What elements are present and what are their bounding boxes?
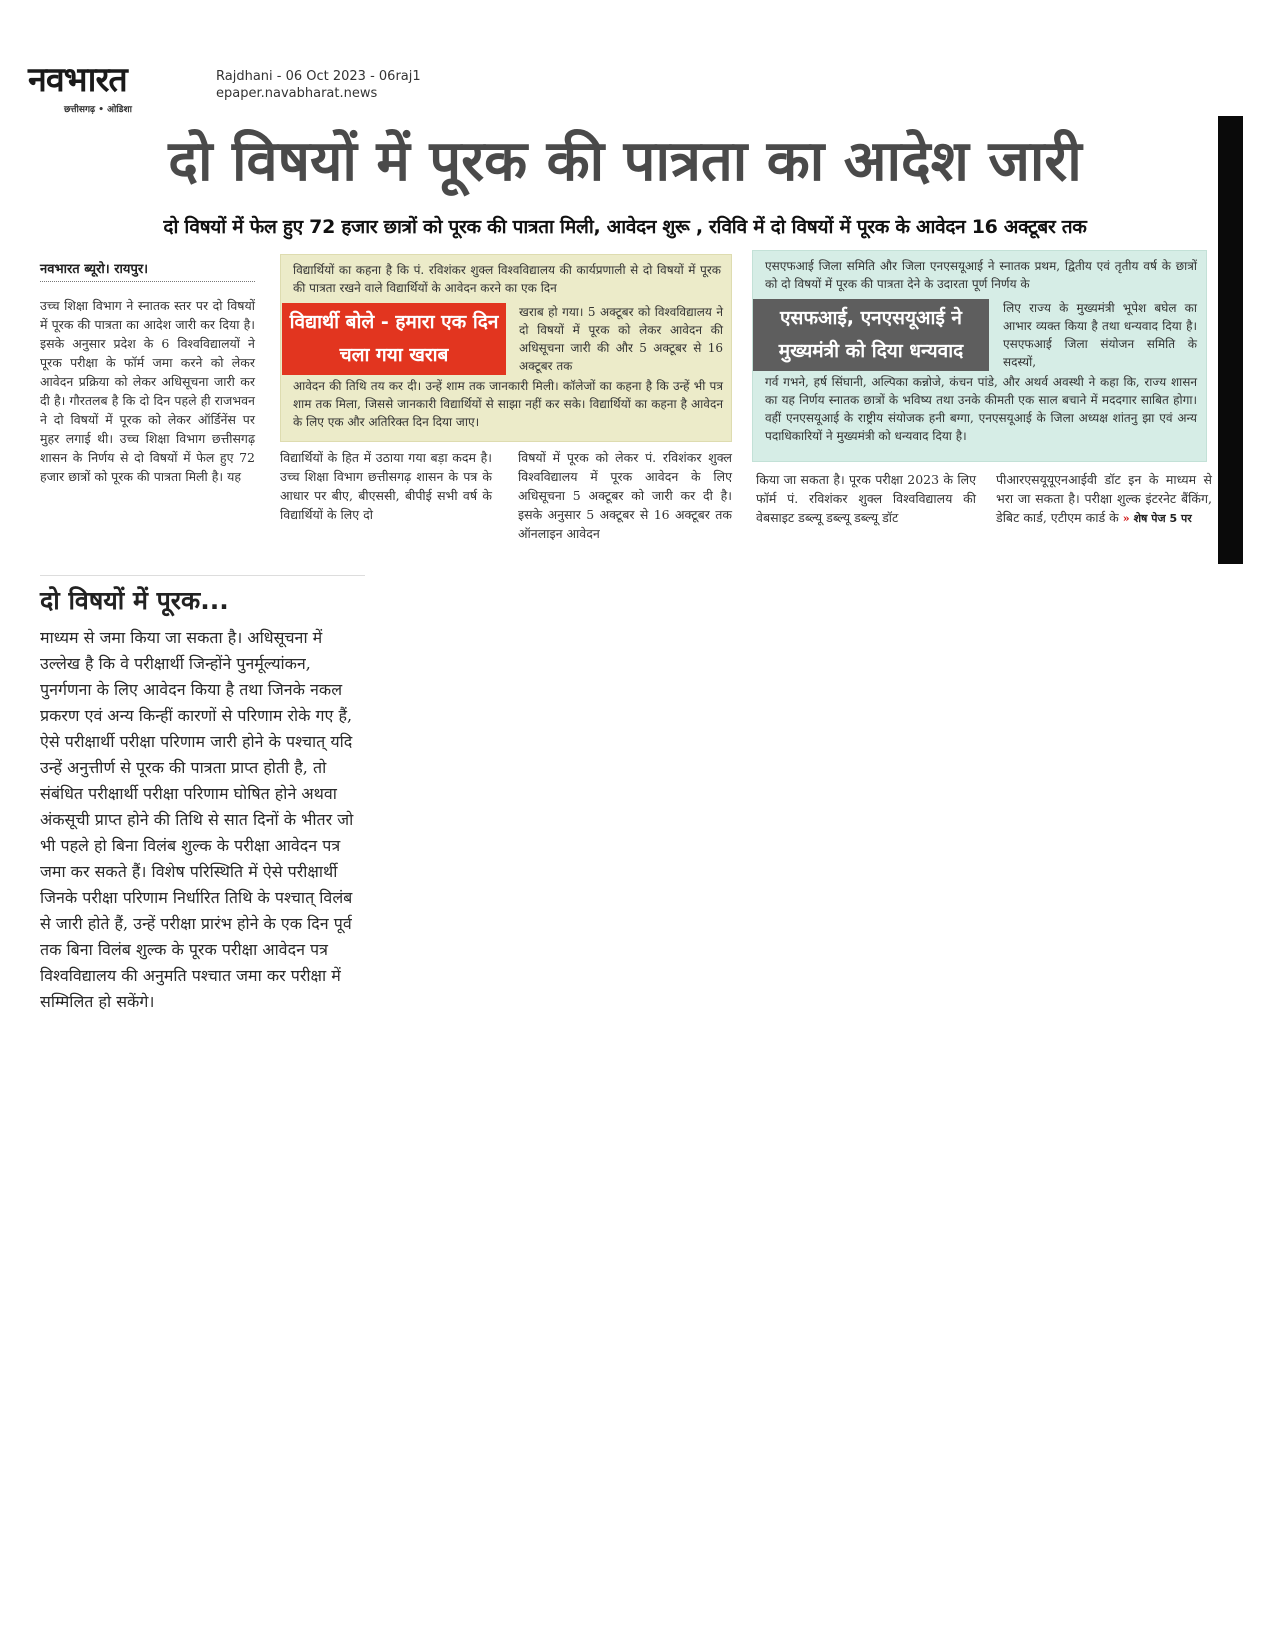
- students-box-text: खराब हो गया। 5 अक्टूबर को विश्वविद्यालय ने दो विषयों में पूरक को लेकर आवेदन की अधिसूचना जारी की और 5 अक्टूबर से 16 अक्टूबर तक: [519, 305, 723, 373]
- page-edge-bar: [1218, 116, 1243, 564]
- byline: नवभारत ब्यूरो। रायपुर।: [40, 260, 255, 282]
- article-column-3: विषयों में पूरक को लेकर पं. रविशंकर शुक्ल विश्वविद्यालय में पूरक आवेदन के लिए अधिसूचना 5 अक्टूबर को जारी कर दी है। इसके अनुसार 5 अक्टूबर से 16 अक्टूबर तक ऑनलाइन आवेदन: [518, 450, 732, 541]
- sfi-box-text: लिए राज्य के मुख्यमंत्री भूपेश बघेल का आभार व्यक्त किया है तथा धन्यवाद दिया है। एसएफआई जिला संयोजन समिति के सदस्यों,: [1003, 301, 1197, 369]
- continued-on-page-link[interactable]: शेष पेज 5 पर: [1133, 512, 1192, 525]
- continuation-divider: [40, 575, 365, 576]
- edition-date-line: Rajdhani - 06 Oct 2023 - 06raj1: [216, 69, 421, 84]
- continued-arrow-icon: »: [1122, 512, 1130, 525]
- students-box-intro: विद्यार्थियों का कहना है कि पं. रविशंकर शुक्ल विश्वविद्यालय की कार्यप्रणाली से दो विषयों में पूरक की पात्रता रखने वाले विद्यार्थियों के आवेदन करने का एक दिन: [293, 263, 721, 295]
- article-column-5-text: पीआरएसयूयूएनआईवी डॉट इन के माध्यम से भरा जा सकता है। परीक्षा शुल्क इंटरनेट बैंकिंग, डेबिट कार्ड, एटीएम कार्ड के: [996, 472, 1212, 525]
- article-column-2: विद्यार्थियों के हित में उठाया गया बड़ा कदम है। उच्च शिक्षा विभाग छत्तीसगढ़ शासन के पत्र के आधार पर बीए, बीएससी, बीपीई सभी वर्ष के विद्यार्थियों के लिए दो: [280, 450, 492, 522]
- epaper-url: epaper.navabharat.news: [216, 86, 378, 101]
- sfi-box-intro: एसएफआई जिला समिति और जिला एनएसयूआई ने स्नातक प्रथम, द्वितीय एवं तृतीय वर्ष के छात्रों को दो विषयों में पूरक की पात्रता देने के उदारता पूर्ण निर्णय के: [765, 259, 1197, 291]
- logo-region-tagline: छत्तीसगढ़ • ओडिशा: [64, 105, 132, 115]
- continuation-title: दो विषयों में पूरक...: [40, 586, 229, 615]
- article-subheadline: दो विषयों में फेल हुए 72 हजार छात्रों को पूरक की पात्रता मिली, आवेदन शुरू , रविवि में दो विषयों में पूरक के आवेदन 16 अक्टूबर तक: [163, 216, 1087, 238]
- newspaper-logo: [28, 60, 203, 114]
- edition-meta: [216, 68, 421, 102]
- article-column-5: [996, 470, 1212, 528]
- article-column-1: उच्च शिक्षा विभाग ने स्नातक स्तर पर दो विषयों में पूरक की पात्रता का आदेश जारी कर दिया है। इसके अनुसार प्रदेश के 6 विश्वविद्यालयों ने पूरक परीक्षा के फॉर्म जमा करने को लेकर आवेदन प्रक्रिया को लेकर अधिसूचना जारी कर दी है। गौरतलब है कि दो दिन पहले ही राजभवन ने दो विषयों में पूरक को लेकर ऑर्डिनेंस पर मुहर लगाई थी। उच्च शिक्षा विभाग छत्तीसगढ़ शासन के निर्णय से दो विषयों में फेल हुए 72 हजार छात्रों को पूरक की पात्रता मिली है। यह: [40, 298, 255, 484]
- article-headline: दो विषयों में पूरक की पात्रता का आदेश जारी: [168, 129, 1082, 194]
- article-column-4: किया जा सकता है। पूरक परीक्षा 2023 के लिए फॉर्म पं. रविशंकर शुक्ल विश्वविद्यालय की वेबसाइट डब्ल्यू डब्ल्यू डब्ल्यू डॉट: [756, 472, 976, 525]
- students-sidebar-box: [280, 254, 732, 442]
- sfi-sidebar-box: [752, 250, 1207, 462]
- sfi-box-conclusion: गर्व गभने, हर्ष सिंघानी, अल्पिका कन्नोजे, कंचन पांडे, और अथर्व अवस्थी ने कहा कि, राज्य शासन का यह निर्णय स्नातक छात्रों के भविष्य तथा उनके कीमती एक साल बचाने में मददगार साबित होगा। वहीं एनएसयूआई के राष्ट्रीय संयोजक हनी बग्गा, एनएसयूआई के जिला अध्यक्ष शांतनु झा एवं अन्य पदाधिकारियों ने मुख्यमंत्री को धन्यवाद दिया है।: [765, 375, 1197, 443]
- sfi-box-title: एसफआई, एनएसयूआई ने मुख्यमंत्री को दिया धन्यवाद: [753, 299, 989, 371]
- students-box-title: विद्यार्थी बोले - हमारा एक दिन चला गया खराब: [282, 303, 506, 375]
- logo-wordmark: नवभारत: [28, 60, 127, 100]
- continuation-body: माध्यम से जमा किया जा सकता है। अधिसूचना में उल्लेख है कि वे परीक्षार्थी जिन्होंने पुनर्मूल्यांकन, पुनर्गणना के लिए आवेदन किया है तथा जिनके नकल प्रकरण एवं अन्य किन्हीं कारणों से परिणाम रोके गए हैं, ऐसे परीक्षार्थी परीक्षा परिणाम जारी होने के पश्चात् यदि उन्हें अनुत्तीर्ण से पूरक की पात्रता प्राप्त होती है, तो संबंधित परीक्षार्थी परीक्षा परिणाम घोषित होने अथवा अंकसूची प्राप्त होने की तिथि से सात दिनों के भीतर जो भी पहले हो बिना विलंब शुल्क के परीक्षा आवेदन पत्र जमा कर सकते हैं। विशेष परिस्थिति में ऐसे परीक्षार्थी जिनके परीक्षा परिणाम निर्धारित तिथि के पश्चात् विलंब से जारी होते हैं, उन्हें परीक्षा प्रारंभ होने के एक दिन पूर्व तक बिना विलंब शुल्क के पूरक परीक्षा आवेदन पत्र विश्वविद्यालय की अनुमति पश्चात जमा कर परीक्षा में सम्मिलित हो सकेंगे।: [40, 628, 354, 1011]
- students-box-conclusion: आवेदन की तिथि तय कर दी। उन्हें शाम तक जानकारी मिली। कॉलेजों का कहना है कि उन्हें भी पत्र शाम तक मिला, जिससे जानकारी विद्यार्थियों से साझा नहीं कर सके। विद्यार्थियों का कहना है आवेदन के लिए एक और अतिरिक्त दिन दिया जाए।: [293, 379, 723, 429]
